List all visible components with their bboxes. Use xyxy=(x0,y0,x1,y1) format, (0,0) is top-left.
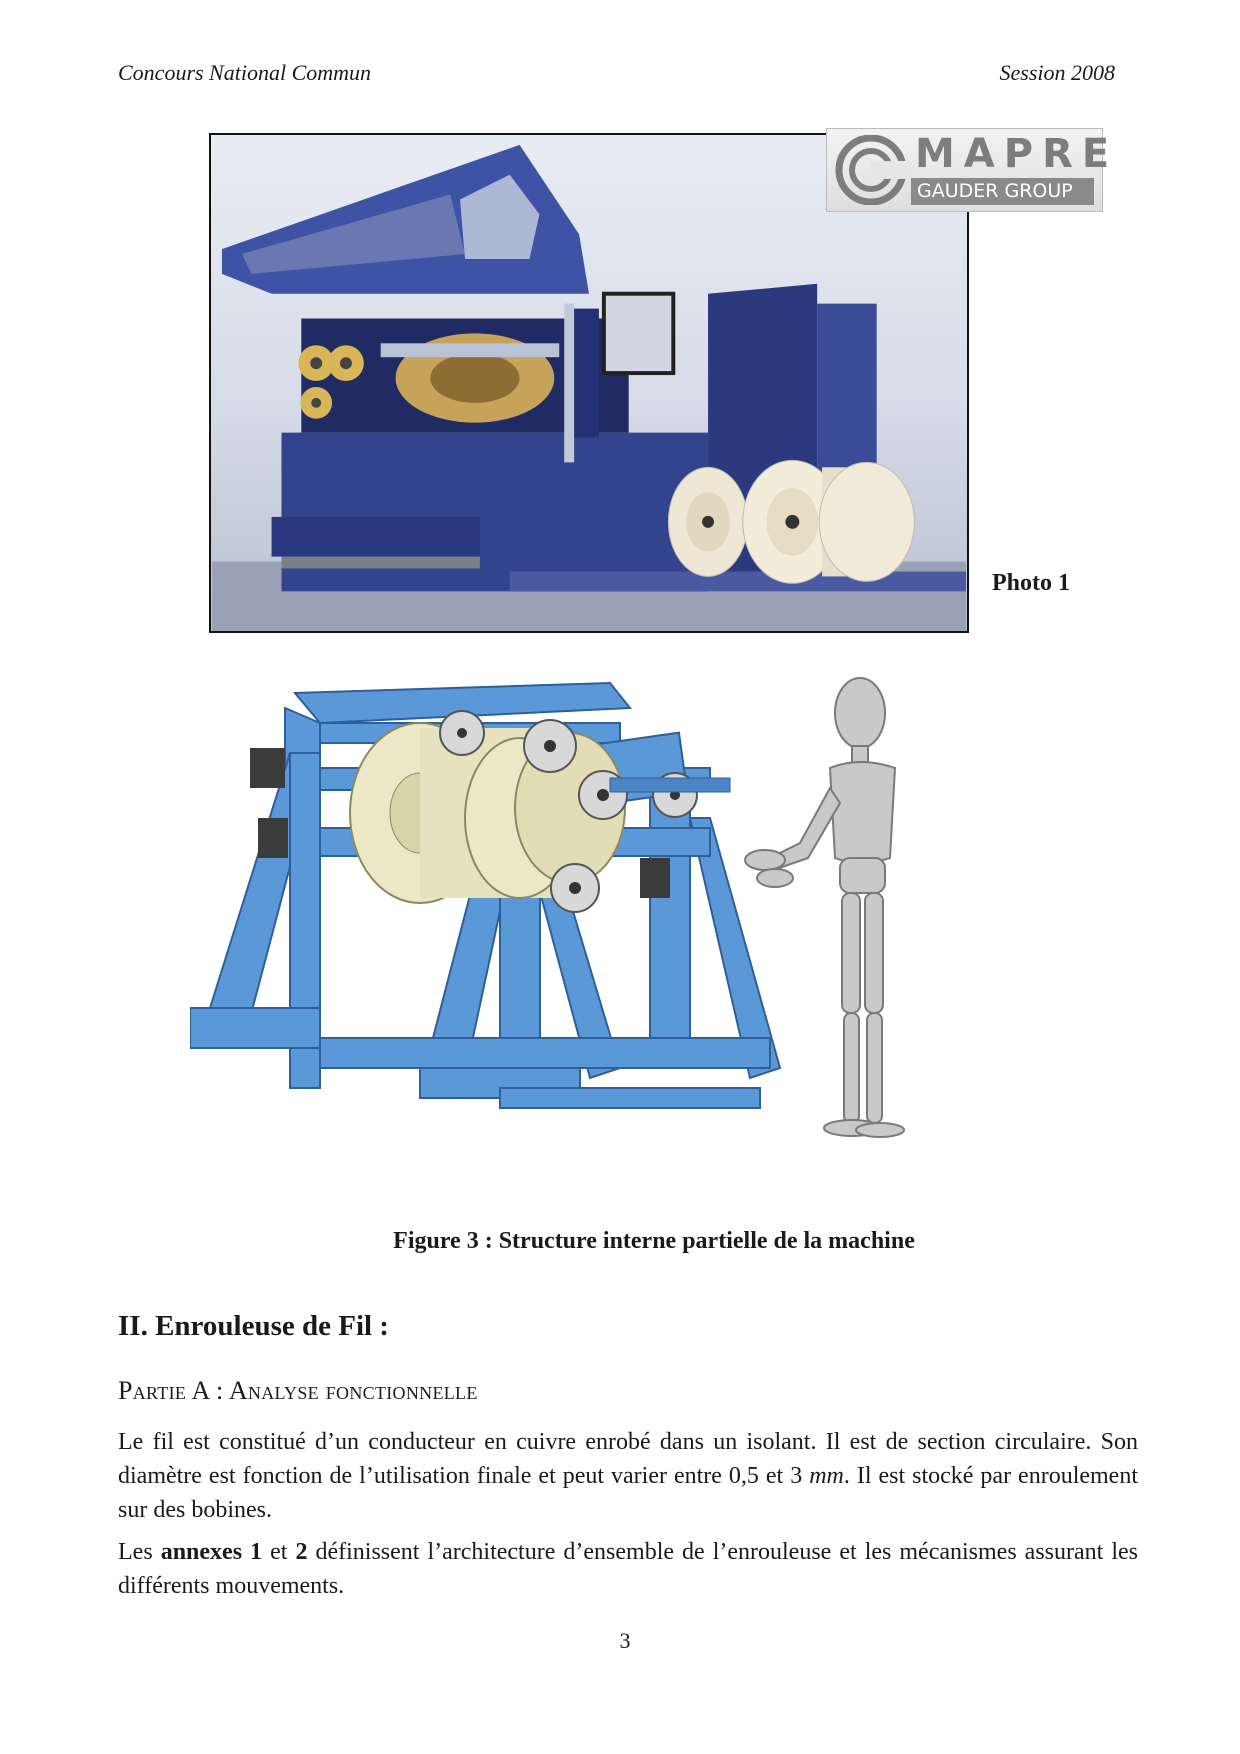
unit-text: mm xyxy=(809,1463,844,1489)
paragraph-wire-description xyxy=(118,1425,1138,1527)
paragraph-text: . Il est stocké par enroulement sur des bobines. xyxy=(118,1463,1138,1523)
annex-ref: annexes 1 xyxy=(160,1539,263,1565)
paragraph-text: définissent l’architecture d’ensemble de l’enrouleuse et les mécanismes assurant les différents mouvements. xyxy=(118,1539,1139,1599)
paragraph-text: Les xyxy=(118,1539,161,1565)
figure-caption: Figure 3 : Structure interne partielle de la machine xyxy=(393,1228,915,1254)
paragraph-annexes xyxy=(118,1535,1138,1603)
part-title: Partie A : Analyse fonctionnelle xyxy=(118,1376,478,1405)
section-title: II. Enrouleuse de Fil : xyxy=(118,1310,389,1342)
header-session: Session 2008 xyxy=(999,60,1115,85)
logo-subtitle: GAUDER GROUP xyxy=(911,178,1094,205)
paragraph-text: et xyxy=(262,1539,296,1565)
mapre-logo xyxy=(826,128,1119,212)
page-number: 3 xyxy=(619,1628,631,1653)
logo-wordmark: MAPRE xyxy=(915,131,1119,177)
header-exam-title: Concours National Commun xyxy=(118,60,372,85)
annex-ref: 2 xyxy=(295,1539,308,1565)
paragraph-text: Le fil est constitué d’un conducteur en cuivre enrobé dans un isolant. Il est de section circulaire. Son diamètre est fonction de l’utilisation finale et peut varier entre 0,5 et 3 xyxy=(118,1429,1138,1489)
machine-structure-figure xyxy=(190,668,1020,1216)
photo-label: Photo 1 xyxy=(992,570,1070,596)
